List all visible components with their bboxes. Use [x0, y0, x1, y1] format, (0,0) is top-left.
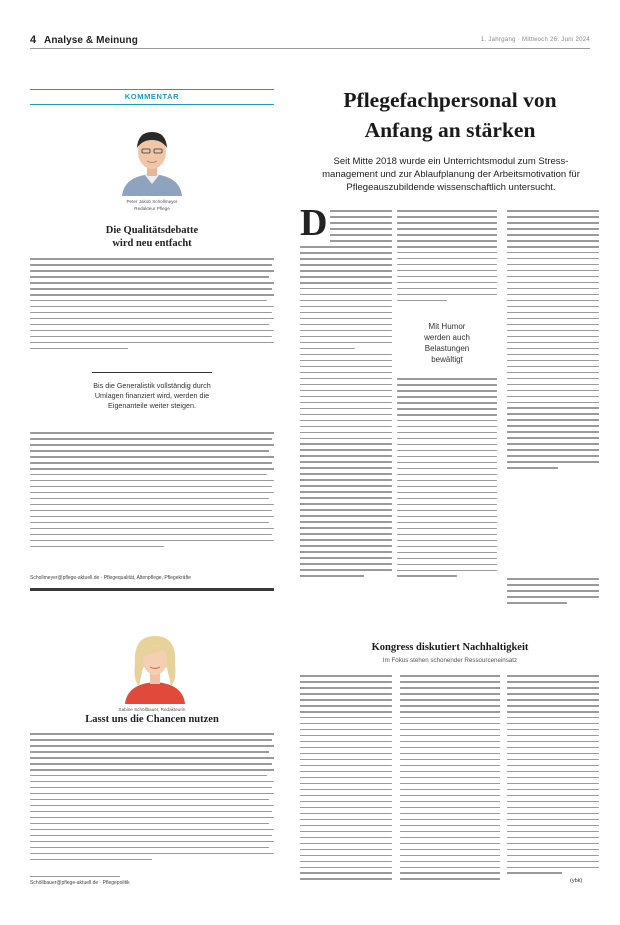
main-col-3	[507, 210, 599, 476]
second-col-1	[300, 675, 392, 890]
kommentar-quote-3: Eigenanteile weiter steigen.	[108, 401, 196, 410]
pull-quote-3: Belastungen	[424, 344, 470, 353]
second-commentary-body	[30, 733, 274, 863]
main-headline-2: Anfang an stärken	[364, 118, 536, 142]
quote-rule-top	[92, 372, 212, 373]
main-headline-1: Pflegefachpersonal von	[343, 88, 557, 112]
kommentar-quote-1: Bis die Generalistik vollständig durch	[93, 381, 211, 390]
section-title: Analyse & Meinung	[44, 35, 138, 46]
end-mark: (ybk)	[570, 878, 583, 884]
main-lead-3: Pflegeauszubildende wissenschaftlich untersucht.	[346, 182, 556, 193]
second-article-lead: Im Fokus stehen schonender Ressourceneinsatz	[382, 657, 518, 664]
main-col-2-bottom	[397, 378, 497, 586]
author-photo-caption-2: Redakteur Pflege	[134, 206, 170, 211]
kommentar-footnote: Schollmeyer@pflege-aktuell.de · Pflegequalität, Altenpflege, Pflegekräfte	[30, 575, 192, 581]
header-rule	[30, 48, 590, 49]
second-commentary-headline: Lasst uns die Chancen nutzen	[85, 714, 219, 725]
dateline: 1. Jahrgang · Mittwoch 26. Juni 2024	[480, 37, 590, 43]
second-footnote-rule	[30, 876, 120, 877]
author-photo-caption: Peter Jakob Schollmeyer	[126, 199, 178, 204]
kommentar-headline-2: wird neu entfacht	[112, 238, 192, 249]
page-number: 4	[30, 34, 37, 46]
second-commentary-footnote: Schöllbauer@pflege-aktuell.de · Pflegepolitik	[30, 880, 130, 886]
kommentar-label: KOMMENTAR	[124, 92, 180, 101]
second-col-3	[507, 675, 599, 885]
author-photo-2-caption: Sabine Schöllbauer, Redakteurin	[118, 707, 186, 712]
kommentar-body-2	[30, 432, 274, 560]
pull-quote-1: Mit Humor	[428, 322, 466, 331]
pull-quote-4: bewältigt	[431, 355, 463, 364]
kommentar-body-1	[30, 258, 274, 358]
main-col-1	[300, 246, 392, 586]
main-col-3-end	[507, 578, 599, 612]
drop-cap: D	[300, 202, 328, 244]
main-lead-1: Seit Mitte 2018 wurde ein Unterrichtsmodul zum Stress-	[333, 156, 569, 167]
main-col-1-start	[330, 210, 392, 246]
main-col-2-top	[397, 210, 497, 310]
author-photo-2	[121, 628, 189, 704]
pull-quote-2: werden auch	[424, 333, 470, 342]
second-article-headline: Kongress diskutiert Nachhaltigkeit	[371, 642, 529, 653]
kommentar-quote-2: Umlagen finanziert wird, werden die	[94, 391, 210, 400]
column-separator-bar	[30, 588, 274, 591]
second-col-2	[400, 675, 500, 890]
author-photo	[114, 118, 190, 196]
main-lead-2: management und zur Ablaufplanung der Arbeitsmotivation für	[322, 169, 580, 180]
kommentar-headline-1: Die Qualitätsdebatte	[105, 225, 199, 236]
